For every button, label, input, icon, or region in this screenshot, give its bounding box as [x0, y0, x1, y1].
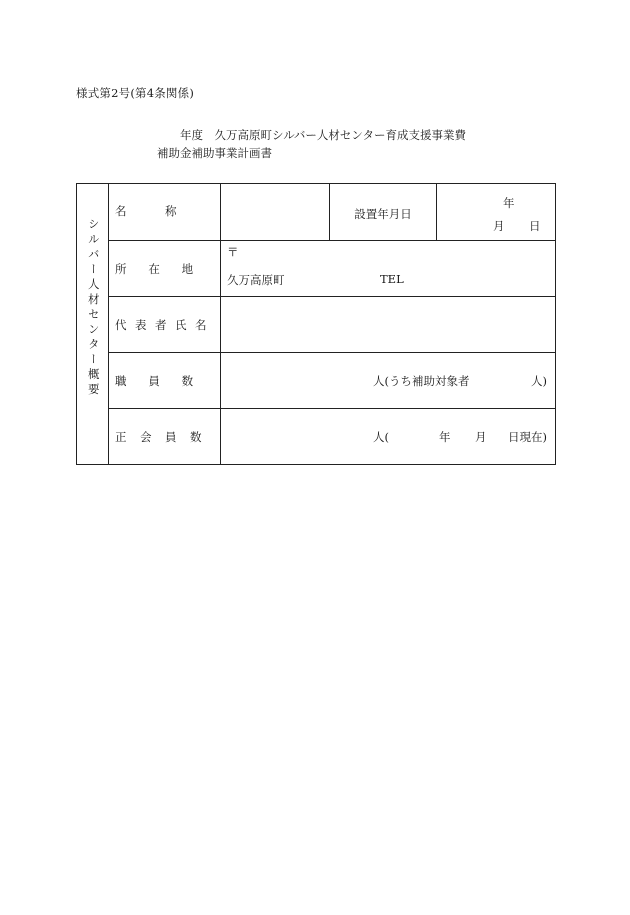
label-char: 名: [115, 204, 127, 218]
tel-label: TEL: [380, 272, 404, 286]
label-char: 員: [165, 429, 177, 444]
label-char: 在: [148, 261, 160, 276]
label-char: 会: [140, 429, 152, 444]
members-field[interactable]: [221, 409, 555, 464]
label-char: 表: [135, 317, 147, 332]
document-title-line1: 年度 久万高原町シルバー人材センター育成支援事業費: [180, 128, 466, 142]
form-number: 様式第2号(第4条関係): [76, 86, 195, 100]
label-char: 数: [190, 429, 202, 444]
label-name-text: [115, 203, 215, 219]
overview-table: [76, 183, 556, 465]
setup-date-label-text: 設置年月日: [354, 207, 412, 221]
representative-field[interactable]: [221, 297, 555, 352]
postal-mark: 〒: [227, 245, 239, 259]
label-representative: [109, 297, 221, 352]
document-title-line2: 補助金補助事業計画書: [157, 146, 272, 160]
label-char: 称: [165, 204, 177, 218]
town-text: 久万高原町: [227, 273, 285, 287]
label-staff-text: [115, 373, 215, 389]
label-char: 地: [181, 261, 194, 276]
label-staff: [109, 353, 221, 408]
members-day-suffix: 日現在): [508, 430, 547, 444]
label-members: [109, 409, 221, 464]
staff-close-text: 人): [531, 374, 547, 388]
label-char: 数: [181, 373, 194, 388]
setup-date-field[interactable]: [437, 184, 555, 240]
label-char: 氏: [175, 317, 187, 332]
setup-date-label: [330, 184, 436, 240]
label-char: 代: [115, 317, 127, 332]
side-label: [77, 184, 109, 464]
address-field[interactable]: [221, 241, 555, 296]
name-value-field[interactable]: [221, 184, 329, 240]
members-unit-text: 人(: [373, 430, 389, 444]
label-address-text: [115, 261, 215, 277]
label-representative-text: [115, 317, 215, 333]
label-char: 職: [115, 373, 127, 388]
label-char: 者: [155, 317, 167, 332]
date-day-label: 日: [529, 219, 541, 233]
date-month-label: 月: [493, 219, 505, 233]
members-month-label: 月: [475, 430, 487, 444]
label-char: 名: [195, 317, 207, 332]
date-year-label: 年: [503, 196, 515, 210]
label-char: 所: [115, 261, 127, 276]
staff-unit-text: 人(うち補助対象者: [373, 374, 470, 388]
label-char: 員: [148, 373, 160, 388]
members-year-label: 年: [439, 430, 451, 444]
staff-field[interactable]: [221, 353, 555, 408]
label-char: 正: [115, 429, 127, 444]
side-label-text: シルバー人材センター概要: [86, 218, 101, 398]
label-members-text: [115, 429, 215, 445]
label-name: [109, 184, 221, 240]
label-address: [109, 241, 221, 296]
